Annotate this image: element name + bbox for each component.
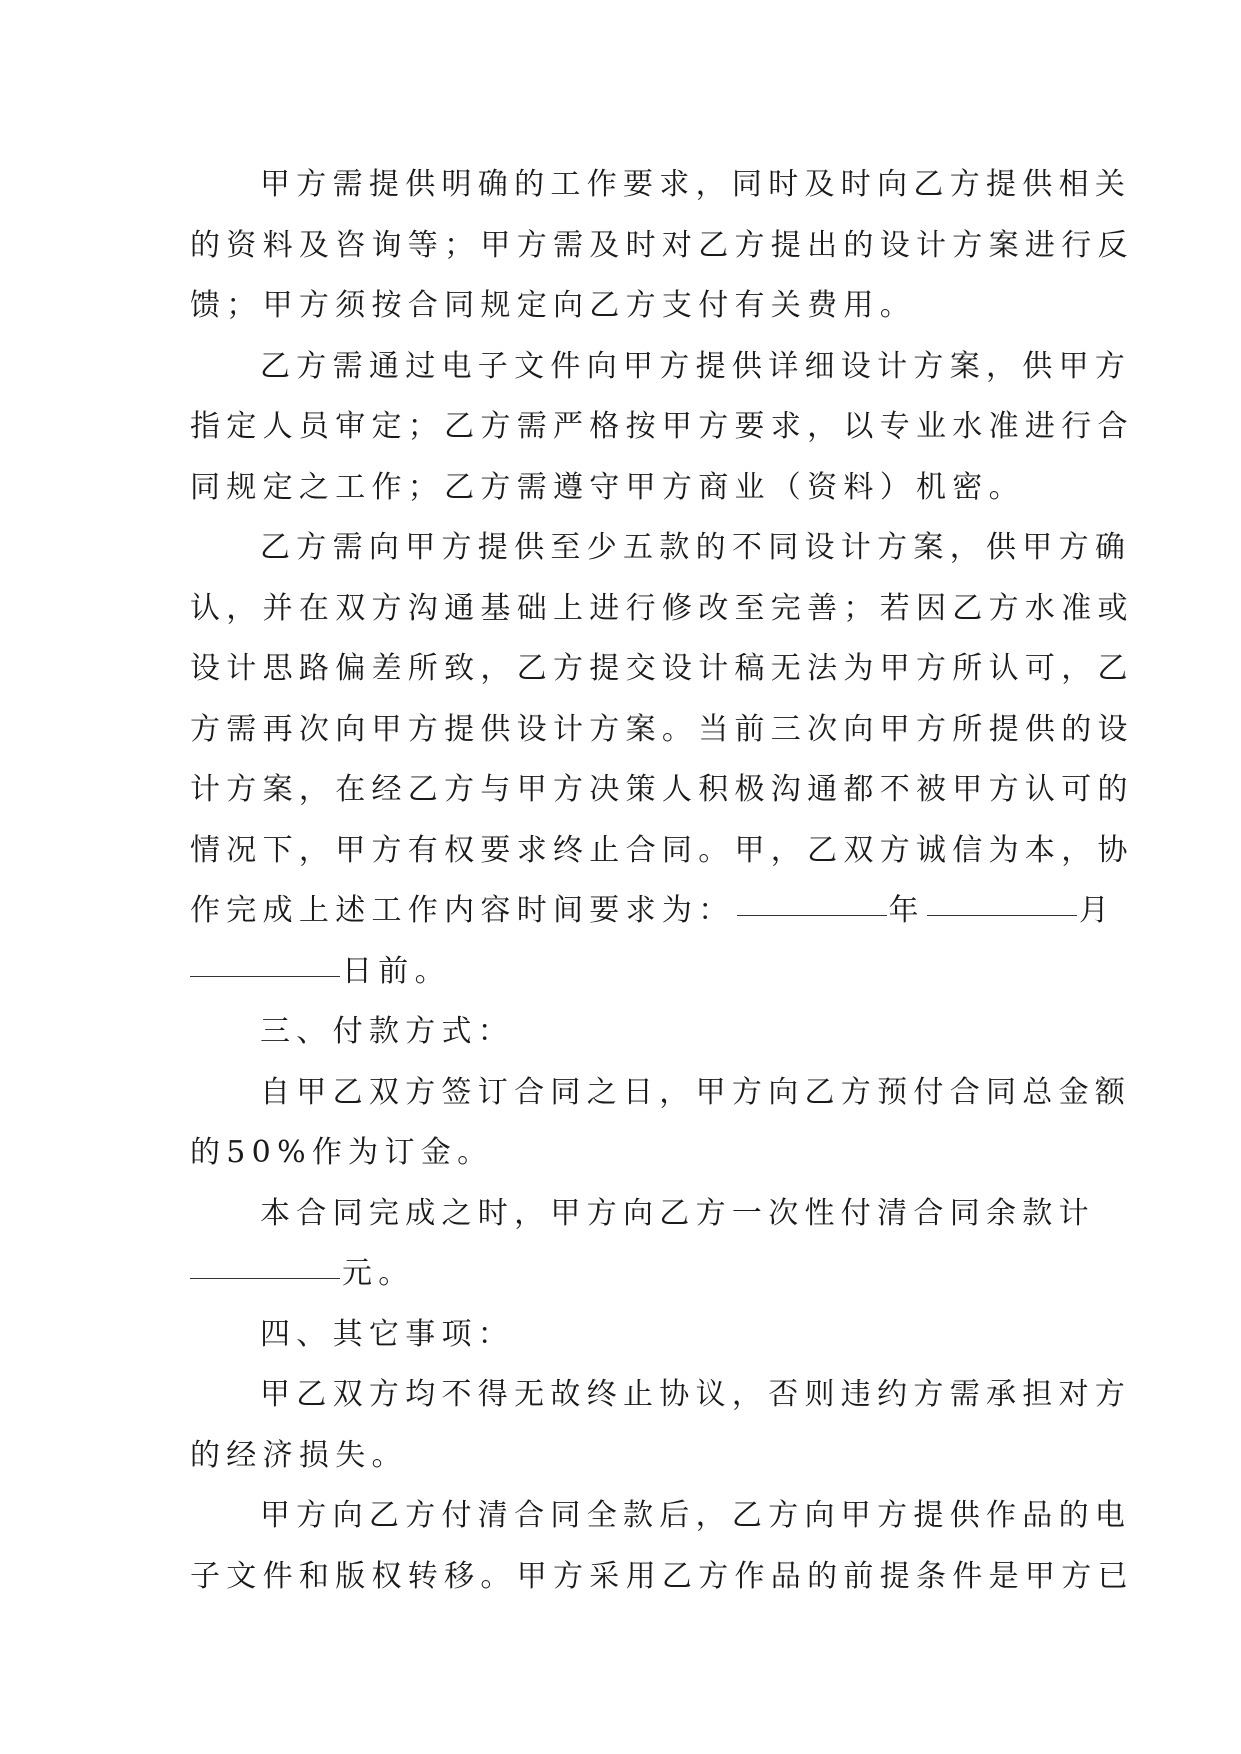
paragraph-line: 自甲乙双方签订合同之日，甲方向乙方预付合同总金额 (260, 1074, 1132, 1110)
paragraph-line: 的经济损失。 (190, 1437, 408, 1473)
paragraph-line: 的50%作为订金。 (190, 1135, 494, 1170)
paragraph-line: 情况下，甲方有权要求终止合同。甲，乙双方诚信为本，协 (190, 832, 1134, 868)
paragraph-line: 馈；甲方须按合同规定向乙方支付有关费用。 (190, 288, 916, 323)
paragraph-line: 甲乙双方均不得无故终止协议，否则违约方需承担对方 (260, 1377, 1132, 1412)
year-blank (737, 893, 887, 916)
day-blank (190, 954, 340, 977)
section-heading-other: 四、其它事项： (260, 1316, 515, 1352)
paragraph-line: 同规定之工作；乙方需遵守甲方商业（资料）机密。 (190, 469, 1025, 505)
paragraph-line: 本合同完成之时，甲方向乙方一次性付清合同余款计 (260, 1195, 1095, 1231)
contract-body (190, 155, 1134, 1607)
paragraph-line: 认，并在双方沟通基础上进行修改至完善；若因乙方水准或 (190, 590, 1134, 626)
amount-line (190, 1244, 1050, 1305)
paragraph-line: 乙方需通过电子文件向甲方提供详细设计方案，供甲方 (260, 348, 1132, 384)
day-label: 日前。 (342, 953, 451, 989)
amount-blank (190, 1256, 340, 1279)
deadline-day-line (190, 942, 1050, 1003)
month-blank (927, 893, 1077, 916)
paragraph-line: 甲方需提供明确的工作要求，同时及时向乙方提供相关 (260, 167, 1132, 202)
month-label: 月 (1078, 893, 1116, 928)
deadline-line (190, 881, 1116, 942)
paragraph-line: 方需再次向甲方提供设计方案。当前三次向甲方所提供的设 (190, 711, 1134, 747)
section-heading-payment: 三、付款方式： (260, 1014, 515, 1049)
year-label: 年 (888, 893, 925, 928)
amount-unit: 元。 (342, 1256, 415, 1291)
paragraph-line: 子文件和版权转移。甲方采用乙方作品的前提条件是甲方已 (190, 1558, 1134, 1594)
paragraph-line: 的资料及咨询等；甲方需及时对乙方提出的设计方案进行反 (190, 227, 1134, 263)
paragraph-line: 甲方向乙方付清合同全款后，乙方向甲方提供作品的电 (260, 1498, 1132, 1533)
paragraph-line: 指定人员审定；乙方需严格按甲方要求，以专业水准进行合 (190, 409, 1134, 444)
paragraph-line: 乙方需向甲方提供至少五款的不同设计方案，供甲方确 (260, 530, 1132, 565)
paragraph-line: 计方案，在经乙方与甲方决策人积极沟通都不被甲方认可的 (190, 772, 1134, 807)
paragraph-line: 设计思路偏差所致，乙方提交设计稿无法为甲方所认可，乙 (190, 651, 1134, 686)
deadline-text: 作完成上述工作内容时间要求为： (190, 893, 735, 928)
